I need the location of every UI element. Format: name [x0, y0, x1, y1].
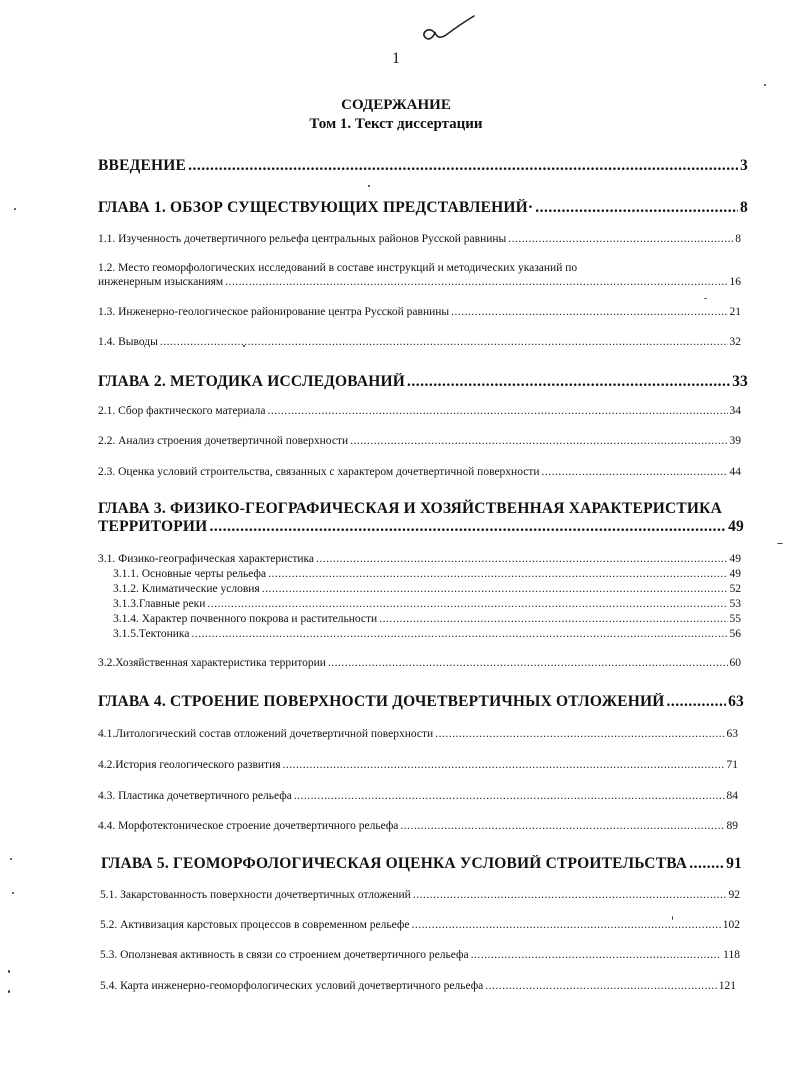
toc-section-3-2[interactable]: [98, 657, 741, 669]
toc-page-number: 118: [723, 949, 740, 961]
toc-leader: [379, 613, 727, 625]
toc-chapter-3-line1[interactable]: ГЛАВА 3. ФИЗИКО-ГЕОГРАФИЧЕСКАЯ И ХОЗЯЙСТВЕННАЯ ХАРАКТЕРИСТИКА: [98, 500, 723, 517]
toc-subsection-3-1-2[interactable]: [113, 583, 741, 595]
toc-page-number: 49: [729, 568, 741, 580]
toc-entry-title: 1.3. Инженерно-геологическое районирование центра Русской равнины: [98, 306, 450, 318]
toc-page-number: 91: [726, 855, 742, 872]
toc-section-3-1[interactable]: [98, 553, 741, 565]
toc-leader: [411, 919, 720, 931]
toc-entry-title: 4.1.Литологический состав отложений дочетвертичной поверхности: [98, 728, 434, 740]
page-subtitle: Том 1. Текст диссертации: [309, 116, 483, 132]
scan-speck: [8, 990, 10, 993]
toc-leader: [283, 759, 725, 771]
toc-page-number: 8: [740, 199, 748, 216]
toc-section-1-2[interactable]: [98, 276, 741, 288]
toc-leader: [188, 157, 738, 175]
toc-chapter-1[interactable]: [98, 199, 748, 217]
toc-subsection-3-1-1[interactable]: [113, 568, 741, 580]
toc-page-number: 44: [729, 466, 741, 478]
toc-page-number: 33: [732, 373, 748, 390]
toc-page-number: 53: [729, 598, 741, 610]
toc-entry-title: 3.2.Хозяйственная характеристика территории: [98, 657, 326, 669]
toc-entry-title: 5.1. Закарстованность поверхности дочетвертичных отложений: [100, 889, 411, 901]
toc-entry-title: ГЛАВА 5. ГЕОМОРФОЛОГИЧЕСКАЯ ОЦЕНКА УСЛОВИЙ СТРОИТЕЛЬСТВА: [101, 855, 688, 872]
scan-speck: [12, 892, 14, 894]
toc-chapter-3[interactable]: [98, 518, 744, 536]
toc-page-number: 121: [718, 980, 736, 992]
toc-leader: [328, 657, 728, 669]
toc-chapter-4[interactable]: [98, 693, 744, 711]
toc-leader: [451, 306, 727, 318]
toc-entry-title: 3.1. Физико-географическая характеристика: [98, 553, 315, 565]
toc-page-number: 60: [729, 657, 741, 669]
toc-chapter-2[interactable]: [98, 373, 748, 391]
toc-entry-title: ТЕРРИТОРИИ: [98, 518, 208, 535]
toc-entry-title: 5.2. Активизация карстовых процессов в современном рельефе: [100, 919, 410, 931]
toc-entry-title: 2.2. Анализ строения дочетвертичной поверхности: [98, 435, 349, 447]
page-title: СОДЕРЖАНИЕ: [341, 97, 451, 113]
toc-section-1-1[interactable]: [98, 233, 741, 245]
toc-leader: [209, 518, 726, 536]
toc-entry-title: 1.4. Выводы: [98, 336, 158, 348]
toc-subsection-3-1-4[interactable]: [113, 613, 741, 625]
scan-speck: [368, 185, 370, 187]
scan-speck: [672, 916, 673, 920]
toc-leader: [508, 233, 733, 245]
toc-section-2-2[interactable]: [98, 435, 741, 447]
toc-leader: [435, 728, 724, 740]
toc-section-5-4[interactable]: [100, 980, 736, 992]
toc-page-number: 71: [726, 759, 738, 771]
toc-page-number: 56: [729, 628, 741, 640]
toc-section-4-1[interactable]: [98, 728, 738, 740]
toc-page-number: 84: [726, 790, 738, 802]
toc-page-number: 21: [729, 306, 741, 318]
toc-page-number: 63: [728, 693, 744, 710]
toc-entry-title: 5.3. Оползневая активность в связи со строением дочетвертичного рельефа: [100, 949, 469, 961]
scan-speck: [243, 345, 245, 347]
toc-page-number: 16: [729, 276, 741, 288]
toc-page-number: 55: [729, 613, 741, 625]
toc-leader: [485, 980, 716, 992]
toc-leader: [160, 336, 728, 348]
toc-entry-title: ГЛАВА 4. СТРОЕНИЕ ПОВЕРХНОСТИ ДОЧЕТВЕРТИЧНЫХ ОТЛОЖЕНИЙ: [98, 693, 665, 710]
toc-page-number: 49: [728, 518, 744, 535]
scan-speck: [10, 858, 12, 860]
toc-leader: [294, 790, 725, 802]
toc-entry-title: 1.1. Изученность дочетвертичного рельефа центральных районов Русской равнины: [98, 233, 507, 245]
toc-entry-title: 2.3. Оценка условий строительства, связанных с характером дочетвертичной поверхности: [98, 466, 540, 478]
toc-section-5-1[interactable]: [100, 889, 740, 901]
toc-entry-title: инженерным изысканиям: [98, 276, 224, 288]
toc-leader: [350, 435, 727, 447]
scan-speck: [14, 208, 16, 210]
toc-section-4-4[interactable]: [98, 820, 738, 832]
toc-leader: [407, 373, 730, 391]
toc-page-number: 102: [722, 919, 740, 931]
toc-entry-title: 3.1.2. Климатические условия: [113, 583, 260, 595]
toc-leader: [191, 628, 727, 640]
toc-entry-title: ГЛАВА 1. ОБЗОР СУЩЕСТВУЮЩИХ ПРЕДСТАВЛЕНИЙ·: [98, 199, 534, 216]
toc-section-2-1[interactable]: [98, 405, 741, 417]
toc-page-number: 49: [729, 553, 741, 565]
toc-leader: [268, 405, 728, 417]
toc-page-number: 32: [729, 336, 741, 348]
toc-page-number: 8: [735, 233, 741, 245]
toc-entry-title: 5.4. Карта инженерно-геоморфологических условий дочетвертичного рельефа: [100, 980, 484, 992]
toc-section-1-3[interactable]: [98, 306, 741, 318]
page-number: 1: [392, 50, 400, 67]
toc-leader: [316, 553, 727, 565]
toc-section-1-2-line1[interactable]: 1.2. Место геоморфологических исследований в составе инструкций и методических указаний по: [98, 262, 578, 274]
toc-page-number: 34: [729, 405, 741, 417]
toc-leader: [207, 598, 727, 610]
toc-leader: [400, 820, 724, 832]
toc-leader: [471, 949, 722, 961]
toc-leader: [225, 276, 727, 288]
toc-page-number: 52: [729, 583, 741, 595]
toc-section-1-4[interactable]: [98, 336, 741, 348]
toc-entry-title: 3.1.5.Тектоника: [113, 628, 190, 640]
toc-section-4-2[interactable]: [98, 759, 738, 771]
toc-page-number: 89: [726, 820, 738, 832]
toc-entry-title: 4.4. Морфотектоническое строение дочетвертичного рельефа: [98, 820, 399, 832]
toc-section-5-2[interactable]: [100, 919, 740, 931]
toc-chapter-5[interactable]: [101, 855, 742, 873]
toc-entry-title: 3.1.1. Основные черты рельефа: [113, 568, 267, 580]
scan-speck: [764, 84, 766, 86]
toc-entry-title: 3.1.3.Главные реки: [113, 598, 206, 610]
toc-entry-title: 4.3. Пластика дочетвертичного рельефа: [98, 790, 292, 802]
toc-leader: [413, 889, 727, 901]
toc-entry-title: ВВЕДЕНИЕ: [98, 157, 187, 174]
toc-entry-title: ГЛАВА 2. МЕТОДИКА ИССЛЕДОВАНИЙ: [98, 373, 406, 390]
toc-page-number: 63: [726, 728, 738, 740]
scan-speck: [704, 298, 707, 299]
toc-entry-title: 2.1. Сбор фактического материала: [98, 405, 266, 417]
toc-page-number: 92: [728, 889, 740, 901]
toc-subsection-3-1-5[interactable]: [113, 628, 741, 640]
toc-section-2-3[interactable]: [98, 466, 741, 478]
scan-speck: [777, 543, 783, 544]
toc-entry-title: 3.1.4. Характер почвенного покрова и растительности: [113, 613, 378, 625]
handwritten-mark: [420, 8, 480, 48]
toc-leader: [667, 693, 727, 711]
toc-leader: [262, 583, 728, 595]
toc-section-4-3[interactable]: [98, 790, 738, 802]
toc-page-number: 3: [740, 157, 748, 174]
toc-section-5-3[interactable]: [100, 949, 740, 961]
toc-leader: [689, 855, 724, 873]
toc-leader: [542, 466, 728, 478]
toc-subsection-3-1-3[interactable]: [113, 598, 741, 610]
toc-leader: [535, 199, 738, 217]
toc-leader: [268, 568, 727, 580]
toc-intro[interactable]: [98, 157, 748, 175]
scan-speck: [8, 970, 10, 973]
toc-entry-title: 4.2.История геологического развития: [98, 759, 281, 771]
toc-page-number: 39: [729, 435, 741, 447]
